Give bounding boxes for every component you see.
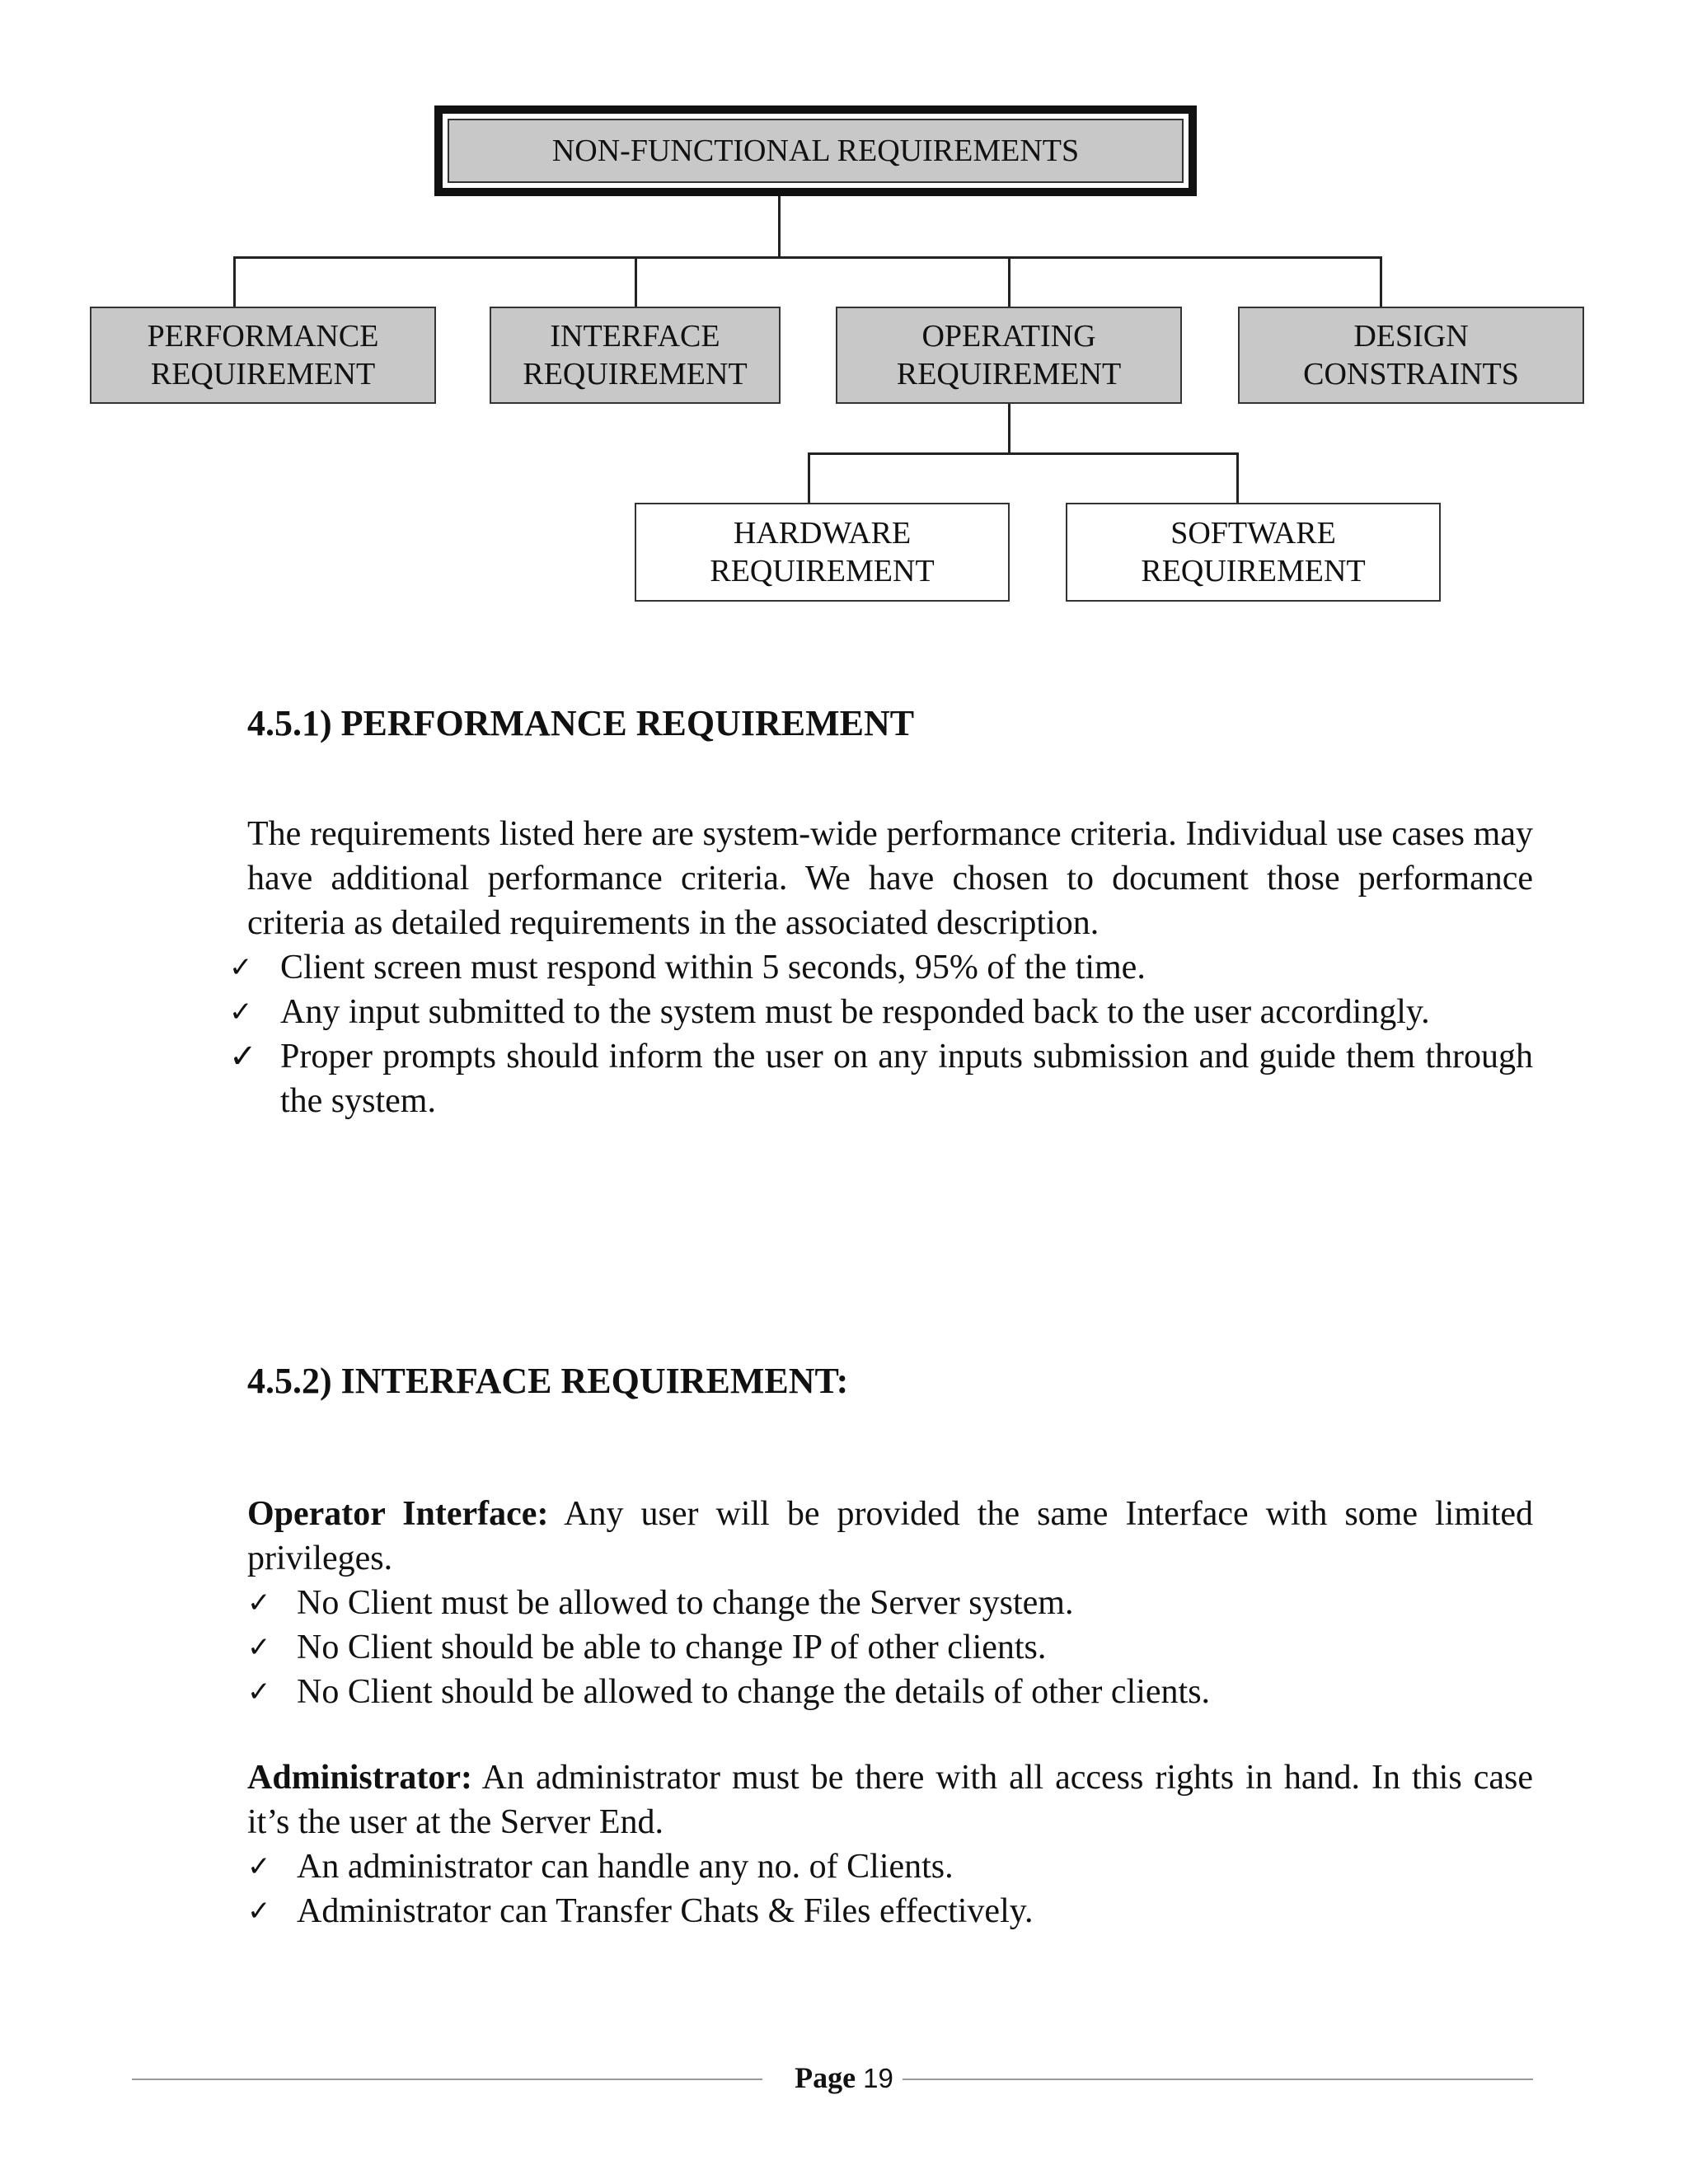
list-item — [229, 945, 1533, 990]
list-item — [247, 1670, 1533, 1714]
software-requirement-box — [1066, 503, 1441, 602]
list-item-text: Any input submitted to the system must be responded back to the user accordingly. — [280, 993, 1430, 1031]
box-label-line: REQUIREMENT — [150, 357, 376, 391]
page-label: Page — [795, 2061, 856, 2094]
connector — [1008, 256, 1010, 307]
performance-paragraph: The requirements listed here are system-wide performance criteria. Individual use cases may have additional performance criteria. We have chosen to document those performance criteria as detailed requirements in the associated description. — [247, 815, 1533, 942]
list-item-text: Administrator can Transfer Chats & Files effectively. — [297, 1892, 1034, 1930]
administrator-block — [247, 1755, 1533, 1933]
box-label-line: OPERATING — [921, 319, 1096, 354]
performance-section-body — [229, 812, 1533, 1123]
operator-interface-text: Any user will be provided the same Interface with some limited privileges. — [247, 1495, 1533, 1577]
operating-requirement-box — [836, 307, 1182, 404]
checkmark-icon: ✓ — [247, 1586, 271, 1619]
connector — [635, 256, 637, 307]
list-item — [229, 990, 1533, 1034]
list-item-text: No Client should be allowed to change the details of other clients. — [297, 1673, 1211, 1711]
checkmark-icon: ✓ — [229, 1038, 257, 1076]
list-item-text: No Client should be able to change IP of other clients. — [297, 1629, 1047, 1666]
root-box-label: NON-FUNCTIONAL REQUIREMENTS — [448, 119, 1184, 183]
administrator-text: An administrator must be there with all access rights in hand. In this case it’s the user at the Server End. — [247, 1759, 1533, 1841]
page-number: 19 — [863, 2063, 893, 2093]
page-footer — [0, 2060, 1688, 2095]
section-heading-interface: 4.5.2) INTERFACE REQUIREMENT: — [247, 1361, 849, 1401]
list-item-text: Proper prompts should inform the user on any inputs submission and guide them through the system. — [280, 1038, 1533, 1120]
checkmark-icon: ✓ — [247, 1631, 271, 1664]
administrator-label: Administrator: — [247, 1759, 472, 1797]
operator-checklist — [247, 1581, 1533, 1714]
administrator-paragraph — [247, 1755, 1533, 1844]
box-label-line: PERFORMANCE — [147, 319, 379, 354]
operator-interface-paragraph — [247, 1492, 1533, 1581]
box-label-line: REQUIREMENT — [710, 554, 935, 588]
list-item — [247, 1625, 1533, 1670]
checkmark-icon: ✓ — [229, 996, 253, 1029]
checkmark-icon: ✓ — [247, 1895, 271, 1928]
design-constraints-box — [1238, 307, 1584, 404]
box-label-line: SOFTWARE — [1170, 516, 1336, 551]
list-item — [229, 1034, 1533, 1123]
box-label-line: HARDWARE — [733, 516, 912, 551]
box-label-line: INTERFACE — [550, 319, 720, 354]
hardware-requirement-box — [635, 503, 1010, 602]
list-item-text: No Client must be allowed to change the Server system. — [297, 1584, 1074, 1622]
checkmark-icon: ✓ — [229, 951, 253, 984]
list-item — [247, 1889, 1533, 1933]
checkmark-icon: ✓ — [247, 1675, 271, 1708]
list-item — [247, 1844, 1533, 1889]
administrator-checklist — [247, 1844, 1533, 1933]
performance-requirement-box — [90, 307, 436, 404]
operator-interface-label: Operator Interface: — [247, 1495, 549, 1533]
list-item — [247, 1581, 1533, 1625]
box-label-line: CONSTRAINTS — [1303, 357, 1519, 391]
list-item-text: An administrator can handle any no. of Clients. — [297, 1848, 954, 1886]
connector — [808, 452, 1239, 455]
connector — [233, 256, 236, 307]
interface-requirement-box — [490, 307, 781, 404]
connector — [808, 452, 810, 504]
checkmark-icon: ✓ — [247, 1850, 271, 1883]
box-label-line: REQUIREMENT — [523, 357, 748, 391]
connector — [1236, 452, 1239, 504]
operator-interface-block — [247, 1492, 1533, 1714]
box-label-line: REQUIREMENT — [1141, 554, 1366, 588]
connector — [233, 256, 1381, 259]
list-item-text: Client screen must respond within 5 seconds, 95% of the time. — [280, 949, 1146, 987]
connector — [1380, 256, 1382, 307]
root-box — [434, 105, 1197, 196]
box-label-line: REQUIREMENT — [896, 357, 1122, 391]
connector — [778, 196, 781, 258]
connector — [1008, 403, 1010, 454]
section-heading-performance: 4.5.1) PERFORMANCE REQUIREMENT — [247, 703, 915, 743]
performance-checklist — [229, 945, 1533, 1123]
box-label-line: DESIGN — [1353, 319, 1469, 354]
non-functional-requirements-diagram — [0, 0, 1688, 626]
